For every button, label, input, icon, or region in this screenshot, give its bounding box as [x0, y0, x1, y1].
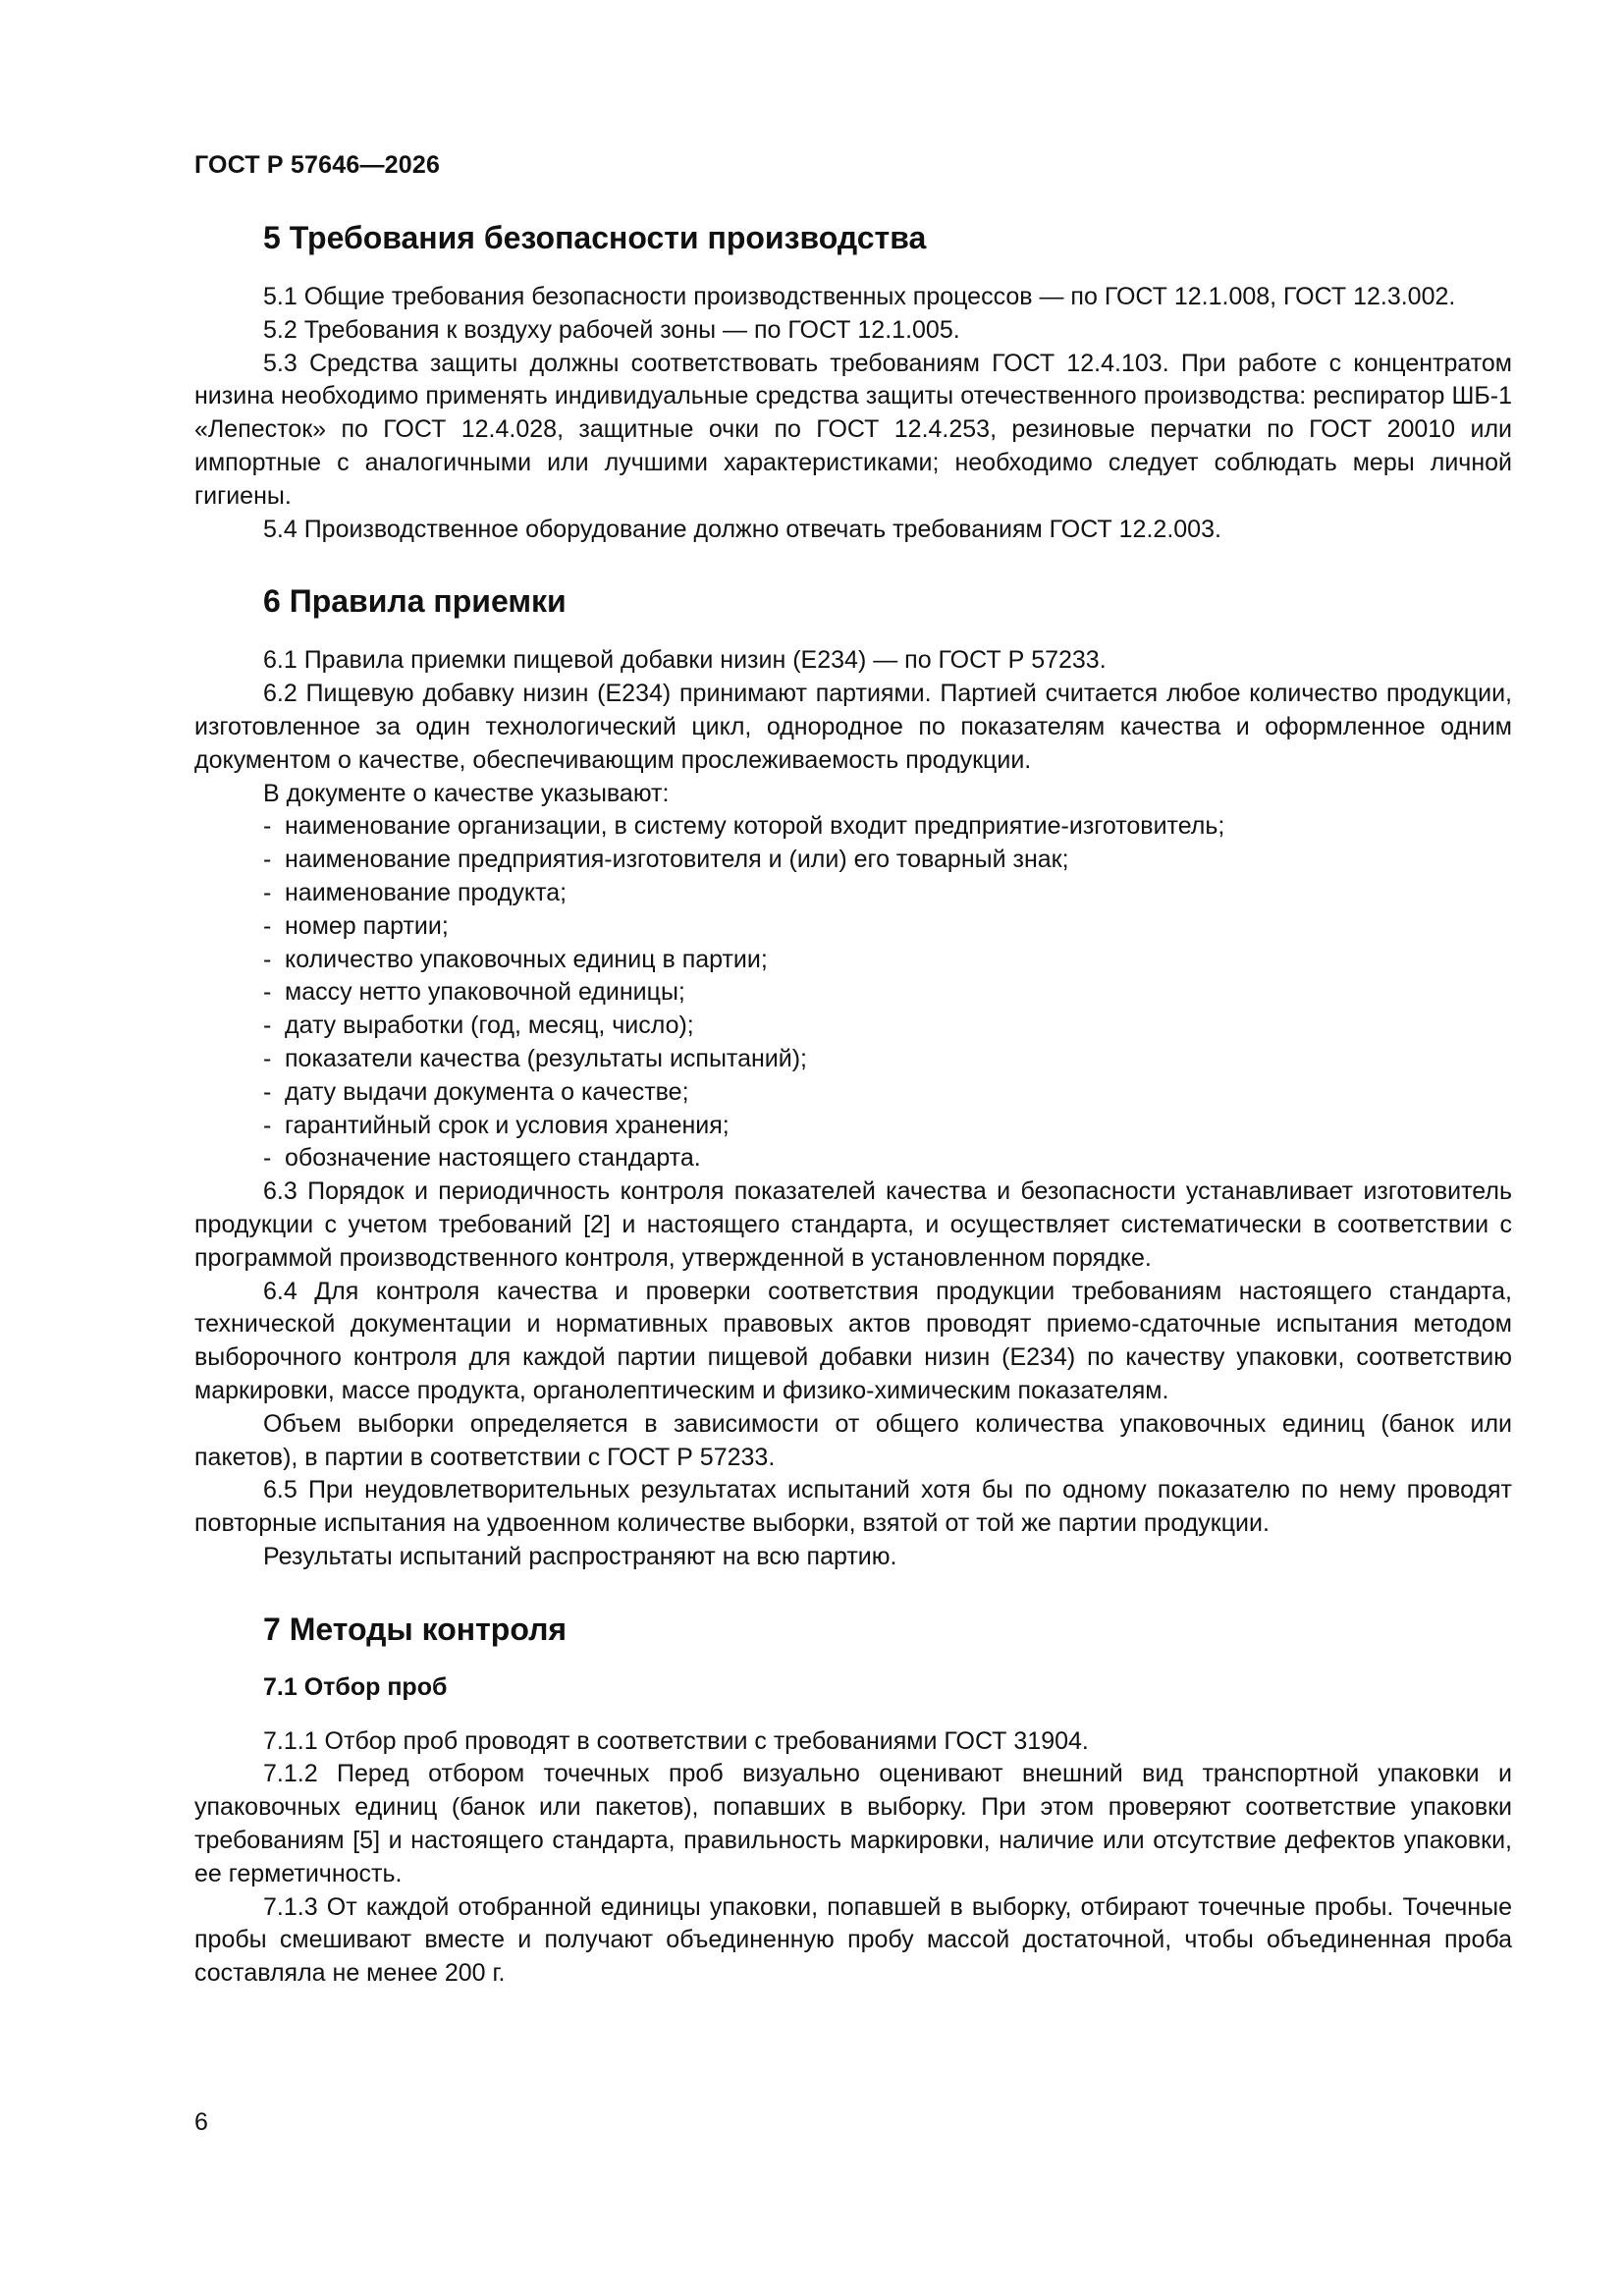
paragraph-6-1: 6.1 Правила приемки пищевой добавки низин (Е234) — по ГОСТ Р 57233.: [263, 646, 1107, 675]
paragraph-5-1: 5.1 Общие требования безопасности производственных процессов — по ГОСТ 12.1.008, ГОСТ 12.3.002.: [263, 283, 1456, 310]
document-body: [194, 218, 1512, 1991]
page-number: 6: [194, 2108, 208, 2136]
paragraph-7-1-1: 7.1.1 Отбор проб проводят в соответствии с требованиями ГОСТ 31904.: [263, 1726, 1089, 1755]
paragraph-6-5-results: Результаты испытаний распространяют на всю партию.: [263, 1542, 897, 1570]
paragraph-6-3: 6.3 Порядок и периодичность контроля показателей качества и безопасности устанавливает изготовитель продукции с учетом требований [2] и настоящего стандарта, и осуществляет систематически в соответствии с программой производственного контроля, утвержденной в установленном порядке.: [194, 1177, 1512, 1272]
paragraph-6-4: 6.4 Для контроля качества и проверки соответствия продукции требованиям настоящего стандарта, технической документации и нормативных правовых актов проводят приемо-сдаточные испытания методом выборочного контроля для каждой партии пищевой добавки низин (Е234) по качеству упаковки, соответствию маркировки, массе продукта, органолептическим и физико-химическим показателям.: [194, 1277, 1512, 1404]
paragraph-6-5: 6.5 При неудовлетворительных результатах испытаний хотя бы по одному показателю по нему проводят повторные испытания на удвоенном количестве выборки, взятой от той же партии продукции.: [194, 1476, 1512, 1538]
paragraph-6-2: 6.2 Пищевую добавку низин (Е234) принимают партиями. Партией считается любое количество продукции, изготовленное за один технологический цикл, однородное по показателям качества и оформленное одним документом о качестве, обеспечивающим прослеживаемость продукции.: [194, 680, 1512, 774]
list-item: - дату выработки (год, месяц, число);: [263, 1010, 1512, 1043]
list-item: - дату выдачи документа о качестве;: [263, 1076, 1512, 1110]
list-item: - номер партии;: [263, 910, 1512, 944]
list-item: - гарантийный срок и условия хранения;: [263, 1110, 1512, 1143]
section-5-title: 5 Требования безопасности производства: [263, 220, 927, 255]
list-item: - наименование предприятия-изготовителя и (или) его товарный знак;: [263, 844, 1512, 877]
list-item: - обозначение настоящего стандарта.: [263, 1142, 1512, 1175]
list-item: - показатели качества (результаты испытаний);: [263, 1043, 1512, 1076]
paragraph-5-4: 5.4 Производственное оборудование должно отвечать требованиям ГОСТ 12.2.003.: [263, 515, 1221, 543]
quality-document-list-intro: В документе о качестве указывают:: [263, 779, 670, 807]
paragraph-7-1-2: 7.1.2 Перед отбором точечных проб визуально оценивают внешний вид транспортной упаковки и упаковочных единиц (банок или пакетов), попавших в выборку. При этом проверяют соответствие упаковки требованиям [5] и настоящего стандарта, правильность маркировки, наличие или отсутствие дефектов упаковки, ее герметичность.: [194, 1760, 1512, 1887]
document-header-id: ГОСТ Р 57646—2026: [194, 151, 441, 179]
list-item: - количество упаковочных единиц в партии;: [263, 944, 1512, 977]
list-item: - массу нетто упаковочной единицы;: [263, 976, 1512, 1010]
quality-document-list: [194, 810, 1512, 1175]
paragraph-7-1-3: 7.1.3 От каждой отобранной единицы упаковки, попавшей в выборку, отбирают точечные пробы. Точечные пробы смешивают вместе и получают объединенную пробу массой достаточной, чтобы объединенная проба составляла не менее 200 г.: [194, 1892, 1512, 1988]
paragraph-5-2: 5.2 Требования к воздуху рабочей зоны — по ГОСТ 12.1.005.: [263, 315, 960, 344]
list-item: - наименование продукта;: [263, 877, 1512, 910]
subsection-7-1-title: 7.1 Отбор проб: [263, 1672, 448, 1701]
section-6-title: 6 Правила приемки: [263, 583, 567, 620]
paragraph-5-3: 5.3 Средства защиты должны соответствовать требованиям ГОСТ 12.4.103. При работе с концентратом низина необходимо применять индивидуальные средства защиты отечественного производства: респиратор ШБ-1 «Лепесток» по ГОСТ 12.4.028, защитные очки по ГОСТ 12.4.253, резиновые перчатки по ГОСТ 20010 или импортные с аналогичными или лучшими характеристиками; необходимо следует соблюдать меры личной гигиены.: [194, 349, 1512, 510]
paragraph-6-4-sample-volume: Объем выборки определяется в зависимости от общего количества упаковочных единиц (банок или пакетов), в партии в соответствии с ГОСТ Р 57233.: [194, 1409, 1512, 1471]
list-item: - наименование организации, в систему которой входит предприятие-изготовитель;: [263, 810, 1512, 844]
section-7-title: 7 Методы контроля: [263, 1611, 568, 1647]
